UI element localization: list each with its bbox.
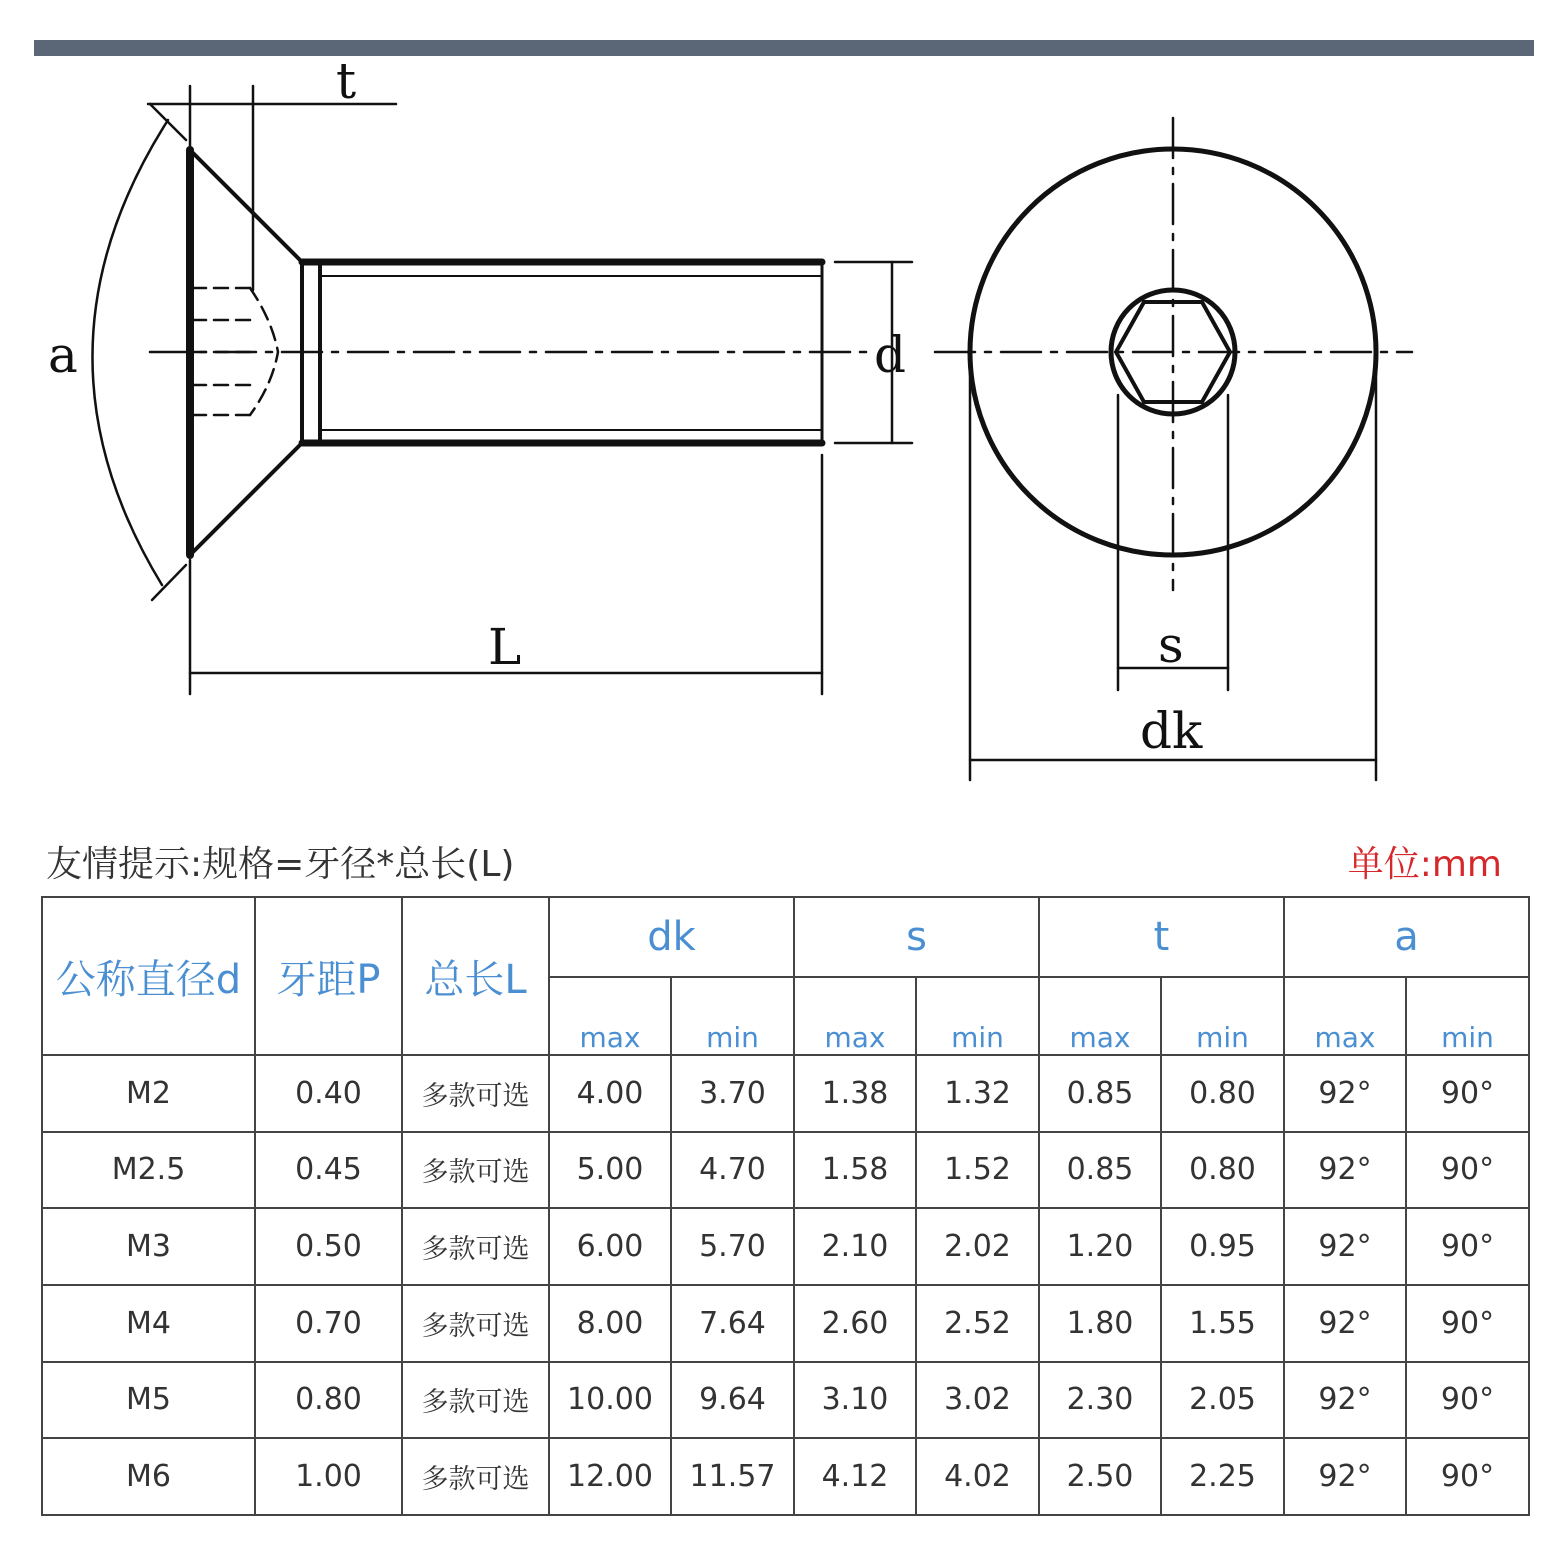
header-dk: dk bbox=[549, 897, 794, 977]
table-row bbox=[42, 1208, 1529, 1285]
cell-dk-min: 3.70 bbox=[671, 1055, 794, 1132]
cell-dk-max: 6.00 bbox=[549, 1208, 671, 1285]
cell-a-min: 90° bbox=[1406, 1055, 1529, 1132]
cell-a-min: 90° bbox=[1406, 1285, 1529, 1362]
header-a: a bbox=[1284, 897, 1529, 977]
cell-s-min: 4.02 bbox=[916, 1438, 1039, 1515]
cell-t-min: 0.80 bbox=[1161, 1055, 1284, 1132]
label-t: t bbox=[336, 52, 357, 110]
cell-diameter: M2 bbox=[42, 1055, 255, 1132]
cell-s-max: 3.10 bbox=[794, 1362, 916, 1439]
cell-dk-min: 11.57 bbox=[671, 1438, 794, 1515]
label-s: s bbox=[1158, 616, 1184, 674]
table-row bbox=[42, 1362, 1529, 1439]
cell-dk-max: 5.00 bbox=[549, 1132, 671, 1209]
cell-pitch: 0.80 bbox=[255, 1362, 402, 1439]
cell-s-max: 2.60 bbox=[794, 1285, 916, 1362]
cell-length: 多款可选 bbox=[402, 1055, 549, 1132]
cell-t-min: 1.55 bbox=[1161, 1285, 1284, 1362]
cell-t-max: 2.30 bbox=[1039, 1362, 1161, 1439]
header-pitch: 牙距P bbox=[255, 897, 402, 1055]
cell-s-min: 2.52 bbox=[916, 1285, 1039, 1362]
cell-a-max: 92° bbox=[1284, 1055, 1406, 1132]
cell-diameter: M3 bbox=[42, 1208, 255, 1285]
cell-s-max: 1.58 bbox=[794, 1132, 916, 1209]
cell-t-min: 0.80 bbox=[1161, 1132, 1284, 1209]
cell-length: 多款可选 bbox=[402, 1132, 549, 1209]
cell-s-min: 1.32 bbox=[916, 1055, 1039, 1132]
cell-a-min: 90° bbox=[1406, 1362, 1529, 1439]
cell-a-max: 92° bbox=[1284, 1438, 1406, 1515]
spec-hint: 友情提示:规格=牙径*总长(L) bbox=[46, 844, 515, 885]
cell-length: 多款可选 bbox=[402, 1285, 549, 1362]
cell-length: 多款可选 bbox=[402, 1362, 549, 1439]
cell-t-max: 0.85 bbox=[1039, 1055, 1161, 1132]
cell-a-max: 92° bbox=[1284, 1285, 1406, 1362]
cell-pitch: 0.70 bbox=[255, 1285, 402, 1362]
header-s: s bbox=[794, 897, 1039, 977]
cell-diameter: M5 bbox=[42, 1362, 255, 1439]
cell-dk-min: 9.64 bbox=[671, 1362, 794, 1439]
subheader-min: min bbox=[1406, 977, 1529, 1055]
cell-s-max: 4.12 bbox=[794, 1438, 916, 1515]
subheader-max: max bbox=[794, 977, 916, 1055]
subheader-max: max bbox=[1284, 977, 1406, 1055]
label-a: a bbox=[48, 326, 78, 384]
cell-dk-min: 5.70 bbox=[671, 1208, 794, 1285]
cell-dk-min: 7.64 bbox=[671, 1285, 794, 1362]
cell-t-min: 2.05 bbox=[1161, 1362, 1284, 1439]
cell-t-max: 1.80 bbox=[1039, 1285, 1161, 1362]
cell-diameter: M4 bbox=[42, 1285, 255, 1362]
cell-dk-min: 4.70 bbox=[671, 1132, 794, 1209]
unit-label: 单位:mm bbox=[1347, 844, 1502, 885]
table-row bbox=[42, 1285, 1529, 1362]
cell-pitch: 0.40 bbox=[255, 1055, 402, 1132]
cell-s-min: 3.02 bbox=[916, 1362, 1039, 1439]
cell-a-max: 92° bbox=[1284, 1132, 1406, 1209]
table-row bbox=[42, 1055, 1529, 1132]
table-row bbox=[42, 1438, 1529, 1515]
label-d: d bbox=[874, 326, 907, 384]
cell-s-min: 2.02 bbox=[916, 1208, 1039, 1285]
cell-t-max: 1.20 bbox=[1039, 1208, 1161, 1285]
cell-dk-max: 12.00 bbox=[549, 1438, 671, 1515]
header-t: t bbox=[1039, 897, 1284, 977]
cell-a-min: 90° bbox=[1406, 1208, 1529, 1285]
cell-a-max: 92° bbox=[1284, 1208, 1406, 1285]
subheader-max: max bbox=[549, 977, 671, 1055]
cell-dk-max: 4.00 bbox=[549, 1055, 671, 1132]
cell-length: 多款可选 bbox=[402, 1438, 549, 1515]
cell-pitch: 0.45 bbox=[255, 1132, 402, 1209]
header-length: 总长L bbox=[402, 897, 549, 1055]
label-dk: dk bbox=[1140, 702, 1203, 760]
spec-table bbox=[41, 896, 1530, 1516]
cell-s-max: 1.38 bbox=[794, 1055, 916, 1132]
cell-s-min: 1.52 bbox=[916, 1132, 1039, 1209]
cell-pitch: 0.50 bbox=[255, 1208, 402, 1285]
cell-length: 多款可选 bbox=[402, 1208, 549, 1285]
cell-a-min: 90° bbox=[1406, 1132, 1529, 1209]
subheader-max: max bbox=[1039, 977, 1161, 1055]
label-L: L bbox=[488, 618, 522, 676]
cell-t-min: 2.25 bbox=[1161, 1438, 1284, 1515]
cell-diameter: M6 bbox=[42, 1438, 255, 1515]
header-diameter: 公称直径d bbox=[42, 897, 255, 1055]
cell-s-max: 2.10 bbox=[794, 1208, 916, 1285]
cell-a-min: 90° bbox=[1406, 1438, 1529, 1515]
screw-front-view bbox=[935, 118, 1412, 590]
subheader-min: min bbox=[671, 977, 794, 1055]
cell-t-max: 0.85 bbox=[1039, 1132, 1161, 1209]
cell-pitch: 1.00 bbox=[255, 1438, 402, 1515]
cell-diameter: M2.5 bbox=[42, 1132, 255, 1209]
cell-dk-max: 10.00 bbox=[549, 1362, 671, 1439]
cell-dk-max: 8.00 bbox=[549, 1285, 671, 1362]
subheader-min: min bbox=[1161, 977, 1284, 1055]
cell-a-max: 92° bbox=[1284, 1362, 1406, 1439]
cell-t-max: 2.50 bbox=[1039, 1438, 1161, 1515]
subheader-min: min bbox=[916, 977, 1039, 1055]
table-row bbox=[42, 1132, 1529, 1209]
cell-t-min: 0.95 bbox=[1161, 1208, 1284, 1285]
